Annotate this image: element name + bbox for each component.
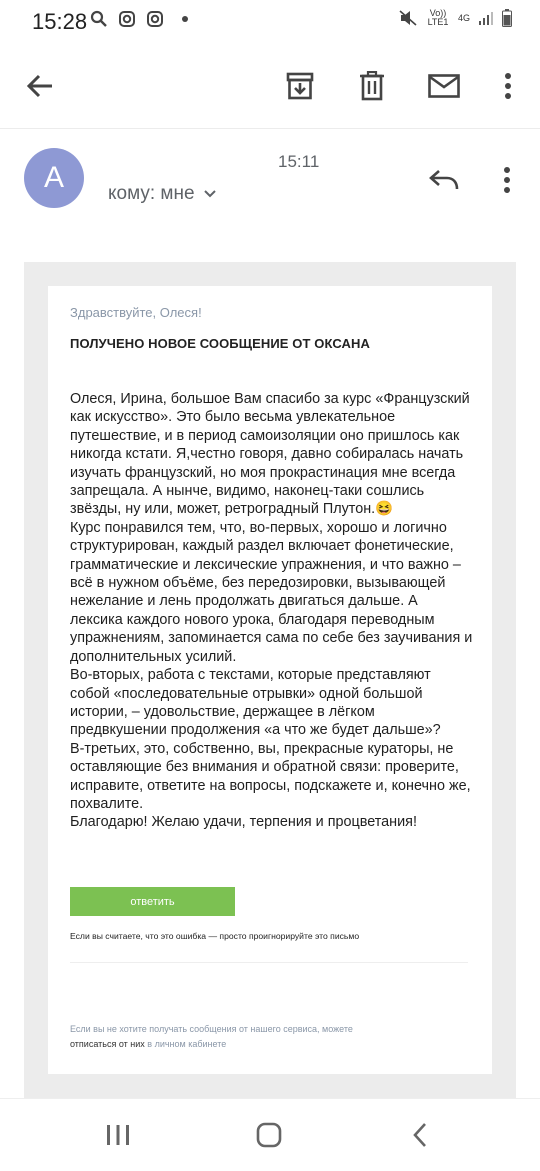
email-time: 15:11 bbox=[278, 152, 320, 171]
more-vert-icon bbox=[504, 73, 512, 99]
status-left-icons bbox=[90, 10, 188, 28]
reply-email-button[interactable]: ответить bbox=[70, 887, 235, 916]
message-more-button[interactable] bbox=[492, 160, 522, 200]
status-bar bbox=[0, 0, 540, 44]
message-paragraph: Курс понравился тем, что, во-первых, хорошо и логично структурирован, каждый раздел включает фонетические, грамматические и лексические упражнения, и что важно – всё в нужном объёме, без передозировки, вызывающей нежелание и лень продолжать двигаться дальше. А лексика каждого нового урока, благодаря переводным упражнениям, запоминается сама по себе без заучивания и дополнительных усилий. bbox=[70, 519, 473, 665]
status-right-icons bbox=[398, 9, 512, 27]
back-button[interactable] bbox=[18, 64, 62, 108]
back-arrow-icon bbox=[26, 74, 54, 98]
home-icon bbox=[256, 1122, 282, 1148]
avatar[interactable]: A bbox=[24, 148, 84, 208]
recipient-toggle[interactable] bbox=[108, 183, 217, 205]
recent-apps-icon bbox=[105, 1123, 131, 1147]
system-back-button[interactable] bbox=[398, 1115, 442, 1155]
search-icon bbox=[90, 10, 108, 28]
unsubscribe-note bbox=[70, 1022, 430, 1052]
instagram-icon bbox=[146, 10, 164, 28]
archive-icon bbox=[286, 72, 314, 100]
reply-icon bbox=[429, 169, 459, 191]
message-paragraph: Благодарю! Желаю удачи, терпения и процветания! bbox=[70, 814, 417, 831]
email-body-frame bbox=[24, 262, 516, 1102]
message-text bbox=[70, 390, 474, 832]
recipient-label: кому: мне bbox=[108, 183, 195, 204]
ignore-note: Если вы считаете, что это ошибка — просто проигнорируйте это письмо bbox=[70, 931, 360, 941]
trash-icon bbox=[359, 71, 385, 101]
system-nav-bar bbox=[0, 1098, 540, 1171]
volte-icon: Vo)) LTE1 bbox=[427, 8, 449, 27]
reply-button[interactable] bbox=[424, 160, 464, 200]
signal-icon bbox=[478, 10, 494, 26]
notification-dot bbox=[182, 16, 188, 22]
battery-icon bbox=[502, 9, 512, 27]
home-button[interactable] bbox=[247, 1115, 291, 1155]
account-link[interactable]: в личном кабинете bbox=[147, 1039, 227, 1049]
recent-apps-button[interactable] bbox=[96, 1115, 140, 1155]
4g-icon: 4G bbox=[457, 12, 470, 23]
unsubscribe-text: Если вы не хотите получать сообщения от нашего сервиса, можете bbox=[70, 1024, 353, 1034]
status-time: 15:28 bbox=[32, 9, 88, 34]
email-title: ПОЛУЧЕНО НОВОЕ СООБЩЕНИЕ ОТ ОКСАНА bbox=[70, 336, 370, 351]
mark-unread-button[interactable] bbox=[422, 64, 466, 108]
more-options-button[interactable] bbox=[486, 64, 530, 108]
more-vert-icon bbox=[503, 167, 511, 193]
message-paragraph: В-третьих, это, собственно, вы, прекрасные кураторы, не оставляющие без внимания и обратной связи: проверите, исправите, ответите на вопросы, подскажете и, конечно же, похвалите. bbox=[70, 740, 471, 812]
message-paragraph: Во-вторых, работа с текстами, которые представляют собой «последовательные отрывки» одной большой истории, – удовольствие, держащее в лёгком предвкушении продолжения «а что же будет дальше»? bbox=[70, 667, 441, 739]
app-toolbar bbox=[0, 44, 540, 129]
chevron-down-icon bbox=[203, 189, 217, 199]
unsubscribe-text-strong: отписаться от них bbox=[70, 1039, 145, 1049]
back-icon bbox=[411, 1122, 429, 1148]
divider bbox=[70, 962, 468, 963]
message-paragraph: Олеся, Ирина, большое Вам спасибо за курс «Французский как искусство». Это было весьма увлекательное путешествие, и в период самоизоляции оно пришлось как никогда кстати. Я,честно говоря, давно собиралась начать изучать французский, но моя прокрастинация мне всегда запрещала. А нынче, видимо, наконец-таки сошлись звёзды, ну или, может, ретроградный Плутон.😆 bbox=[70, 391, 470, 518]
archive-button[interactable] bbox=[278, 64, 322, 108]
instagram-icon bbox=[118, 10, 136, 28]
greeting: Здравствуйте, Олеся! bbox=[70, 305, 202, 320]
mute-icon bbox=[398, 9, 418, 27]
mail-icon bbox=[428, 74, 460, 98]
delete-button[interactable] bbox=[350, 64, 394, 108]
email-card bbox=[48, 286, 492, 1074]
